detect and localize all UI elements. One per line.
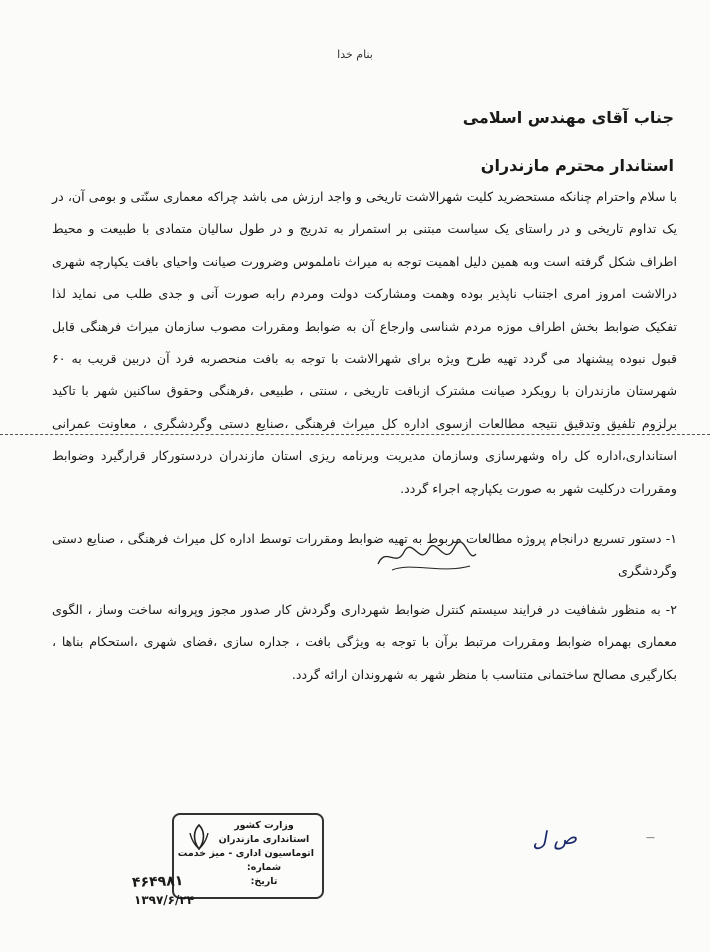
invocation: بنام خدا (337, 48, 373, 61)
corner-mark: — (646, 833, 655, 843)
margin-annotation: ص ل (531, 824, 578, 852)
request-item-1: ۱- دستور تسریع درانجام پروژه مطالعات مربوط به تهیه ضوابط ومقررات توسط اداره کل میراث فرهنگی ، صنایع دستی وگردشگری (52, 531, 677, 579)
letter-body (52, 181, 677, 691)
salutation-recipient: جناب آقای مهندس اسلامی (462, 108, 674, 127)
office-stamp (172, 813, 324, 899)
salutation-title: استاندار محترم مازندران (480, 156, 674, 175)
handwritten-signature (372, 538, 482, 576)
stamp-governorate: استانداری مازندران (218, 834, 310, 845)
stamp-date-label: تاریخ: (250, 876, 278, 887)
stamp-ministry: وزارت کشور (234, 820, 294, 831)
registration-number: ۴۶۴۹۸۱ (131, 873, 184, 891)
stamp-number-label: شماره: (246, 862, 282, 873)
crease-line (0, 434, 710, 435)
request-item-2: ۲- به منظور شفافیت در فرایند سیستم کنترل ضوابط شهرداری وگردش کار صدور مجوز وپروانه ساخت وساز ، الگوی معماری بهمراه ضوابط ومقررات مرتبط برآن با توجه به ویژگی بافت ، جداره سازی ،فضای شهری ،استحکام بناها ، بکارگیری مصالح ساختمانی متناسب با منظر شهر به شهروندان ارائه گردد. (52, 601, 677, 682)
stamp-office: اتوماسیون اداری - میز خدمت (177, 848, 314, 859)
body-paragraph: با سلام واحترام چنانکه مستحضرید کلیت شهرالاشت تاریخی و واجد ارزش می باشد چراکه معماری سنّتی و بومی آن، در یک تداوم تاریخی و در راستای یک سیاست مبتنی بر استمرار به تدریج و در طول سالیان متمادی با طبیعت و محیط اطراف شکل گرفته است وبه همین دلیل اهمیت توجه به میراث ناملموس وضرورت صیانت واحیای بافت یکپارچه شهری درالاشت امروز امری اجتناب ناپذیر بوده وهمت ومشارکت دولت ومردم رابه صورت آنی و جدی طلب می نماید لذا تفکیک ضوابط بخش اطراف موزه مردم شناسی وارجاع آن به ضوابط ومقررات مصوب سازمان میراث فرهنگی قابل قبول نبوده پیشنهاد می گردد تهیه طرح ویژه برای شهرالاشت با توجه به بافت منحصربه فرد آن دربین قریب به ۶۰ شهرستان مازندران با رویکرد صیانت مشترک ازبافت تاریخی ، سنتی ، طبیعی ،فرهنگی وحقوق ساکنین شهر با تاکید برلزوم تلفیق وتدقیق نتیجه مطالعات ازسوی اداره کل میراث فرهنگی ،صنایع دستی وگردشگری ، معاونت عمرانی استانداری،اداره کل راه وشهرسازی وسازمان مدیریت وبرنامه ریزی استان مازندران دردستورکار قرارگیرد وضوابط ومقررات درکلیت شهر به صورت یکپارچه اجراء گردد. (52, 189, 677, 496)
registration-date: ۱۳۹۷/۶/۲۴ (134, 893, 195, 907)
